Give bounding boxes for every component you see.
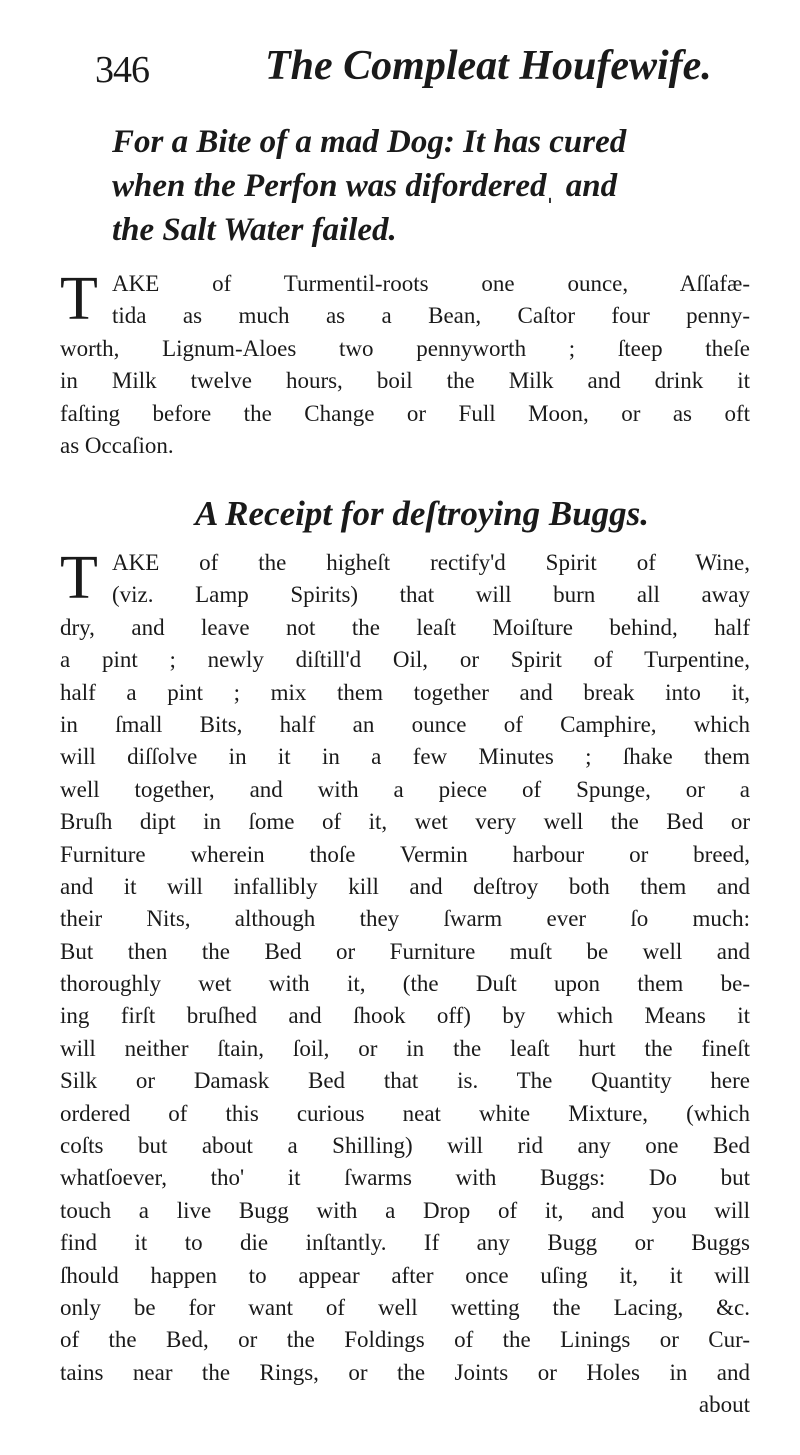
text-line: touch a live Bugg with a Drop of it, and you will [60, 1197, 750, 1223]
text-line: well together, and with a piece of Spunge, or a [60, 776, 750, 802]
text-line: Silk or Damask Bed that is. The Quantity here [60, 1068, 750, 1094]
text-line: their Nits, although they ſwarm ever ſo much: [60, 906, 750, 932]
recipe-body-mad-dog [60, 265, 750, 462]
heading-line: the Salt Water failed. [112, 212, 397, 248]
text-line: a pint ; newly diſtill'd Oil, or Spirit of Turpentine, [60, 647, 750, 673]
text-line: whatſoever, tho' it ſwarms with Buggs: Do but [60, 1165, 750, 1191]
text-line: worth, Lignum-Aloes two pennyworth ; ſteep theſe [60, 335, 750, 361]
text-line: only be for want of well wetting the Lacing, &c. [60, 1294, 750, 1320]
recipe-heading-buggs: A Receipt for deſtroying Buggs. [195, 494, 650, 533]
text-line: dry, and leave not the leaſt Moiſture behind, half [60, 614, 750, 640]
running-title: The Compleat Houfewife. [265, 43, 712, 89]
text-line: of the Bed, or the Foldings of the Linings or Cur- [60, 1327, 750, 1353]
drop-cap: T [60, 265, 98, 333]
text-line: thoroughly wet with it, (the Duſt upon them be- [60, 971, 750, 997]
text-line: and it will infallibly kill and deſtroy both them and [60, 873, 750, 899]
text-line: in ſmall Bits, half an ounce of Camphire, which [60, 711, 750, 737]
text-line: tains near the Rings, or the Joints or Holes in and [60, 1359, 750, 1385]
text-line: coſts but about a Shilling) will rid any one Bed [60, 1133, 750, 1159]
text-line: Furniture wherein thoſe Vermin harbour or breed, [60, 841, 750, 867]
text-line: But then the Bed or Furniture muſt be well and [60, 938, 750, 964]
text-line: will diſſolve in it in a few Minutes ; ſhake them [60, 744, 750, 770]
heading-line: For a Bite of a mad Dog: It has cured [112, 124, 627, 160]
text-line: AKE of Turmentil-roots one ounce, Aſſafæ- [112, 271, 750, 296]
text-line: ing firſt bruſhed and ſhook off) by which Means it [60, 1003, 750, 1029]
text-line: will neither ſtain, ſoil, or in the leaſt hurt the fineſt [60, 1035, 750, 1061]
text-line: (viz. Lamp Spirits) that will burn all away [112, 582, 750, 608]
text-line: ordered of this curious neat white Mixture, (which [60, 1100, 750, 1126]
catchword: about [698, 1392, 750, 1418]
page-number: 346 [95, 49, 149, 91]
text-line: as Occaſion. [60, 432, 174, 458]
drop-cap: T [60, 544, 98, 612]
text-line: AKE of the higheſt rectify'd Spirit of Wine, [112, 550, 750, 575]
recipe-body-buggs [60, 544, 750, 1422]
running-head [95, 40, 755, 100]
text-line: ſhould happen to appear after once uſing it, it will [60, 1262, 750, 1288]
recipe-heading-mad-dog [112, 120, 626, 252]
text-line: Bruſh dipt in ſome of it, wet very well the Bed or [60, 809, 750, 835]
text-line: find it to die inſtantly. If any Bugg or Buggs [60, 1230, 750, 1256]
text-line: tida as much as a Bean, Caſtor four penny- [112, 303, 750, 329]
text-line: faſting before the Change or Full Moon, or as oft [60, 400, 750, 426]
text-line: in Milk twelve hours, boil the Milk and drink it [60, 368, 750, 394]
heading-line: when the Perfon was diforderedˌ and [112, 168, 618, 204]
text-line: half a pint ; mix them together and break into it, [60, 679, 750, 705]
